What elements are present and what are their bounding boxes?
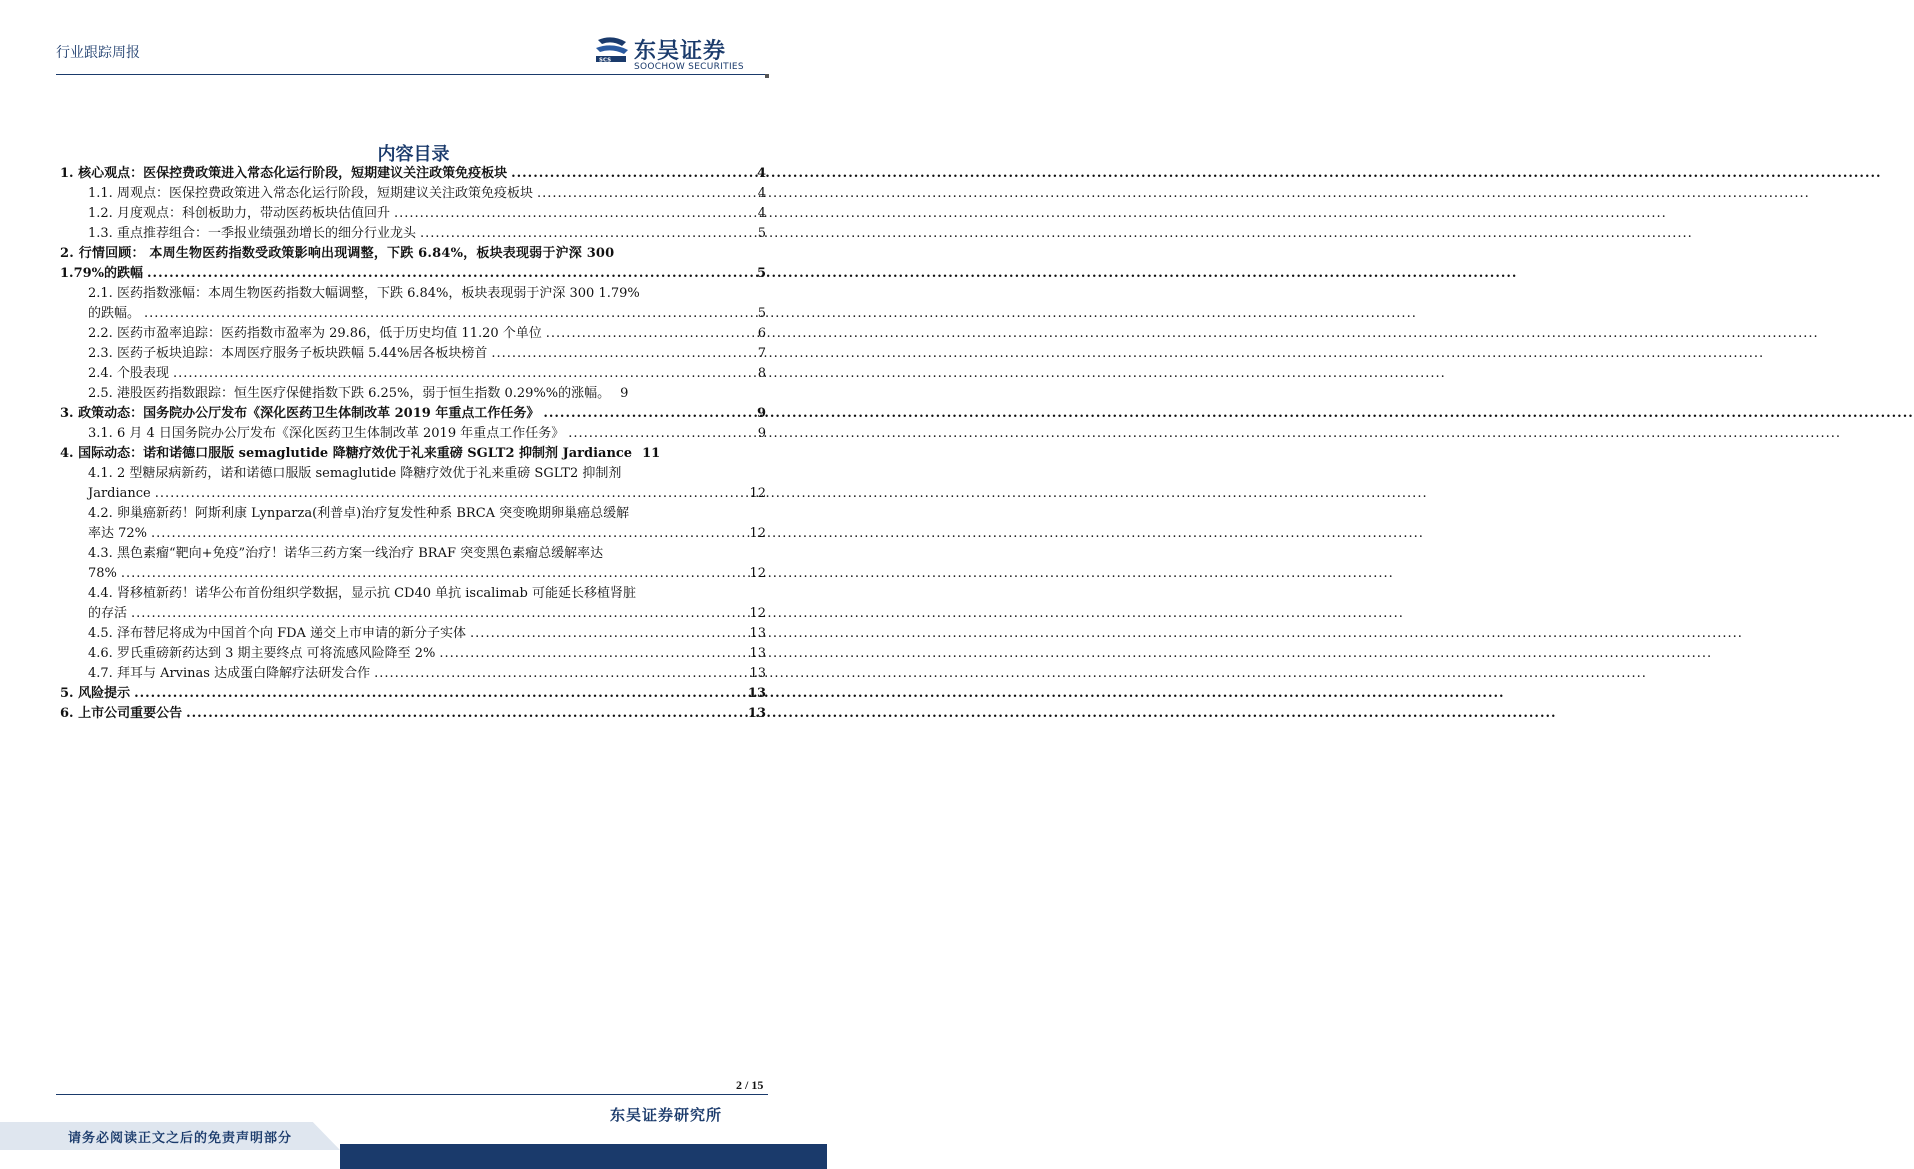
toc-entry-text: 1.1. 周观点：医保控费政策进入常态化运行阶段，短期建议关注政策免疫板块 <box>88 186 533 201</box>
toc-entry[interactable] <box>60 204 766 224</box>
toc-page-number: 13 <box>749 626 766 641</box>
toc-page-number: 9 <box>756 406 766 421</box>
toc-page-number: 7 <box>757 346 766 361</box>
toc-entry-text: 的跌幅。 <box>88 306 141 321</box>
toc-entry-text: 1.79%的跌幅 <box>60 266 144 281</box>
dot-leader <box>173 364 754 384</box>
toc-entry[interactable] <box>60 504 766 544</box>
brand-name-cn: 东吴证券 <box>634 39 727 64</box>
toc-entry[interactable] <box>60 184 766 204</box>
institute-name: 东吴证券研究所 <box>610 1106 723 1124</box>
toc-entry[interactable] <box>60 284 766 324</box>
dot-leader <box>374 664 745 684</box>
brand-name-en: SOOCHOW SECURITIES <box>634 62 744 72</box>
dot-leader <box>121 564 746 584</box>
toc-entry-text: 4.7. 拜耳与 Arvinas 达成蛋白降解疗法研发合作 <box>88 666 371 681</box>
toc-page-number: 4 <box>757 206 766 221</box>
dot-leader <box>134 684 744 704</box>
dot-leader <box>147 264 753 284</box>
toc-entry[interactable] <box>60 364 766 384</box>
dot-leader <box>470 624 745 644</box>
toc-entry[interactable] <box>60 324 766 344</box>
svg-text:SCS: SCS <box>599 57 612 64</box>
dot-leader <box>186 704 744 724</box>
toc-entry-text-line1: 4.1. 2 型糖尿病新药，诺和诺德口服版 semaglutide 降糖疗效优于礼来重磅 SGLT2 抑制剂 <box>88 466 622 481</box>
toc-entry[interactable] <box>60 344 766 364</box>
toc-entry-text: 3. 政策动态：国务院办公厅发布《深化医药卫生体制改革 2019 年重点工作任务》 <box>60 406 540 421</box>
dot-leader <box>491 344 753 364</box>
toc-page-number: 5 <box>757 306 766 321</box>
toc-page-number: 9 <box>620 386 629 401</box>
toc-entry[interactable] <box>60 244 766 284</box>
dot-leader <box>568 424 753 444</box>
footer-divider <box>56 1094 768 1095</box>
toc-entry[interactable] <box>60 544 766 584</box>
toc-page-number: 4 <box>757 186 766 201</box>
toc-entry[interactable] <box>60 164 766 184</box>
toc-entry-text: 4.5. 泽布替尼将成为中国首个向 FDA 递交上市申请的新分子实体 <box>88 626 467 641</box>
dot-leader <box>543 404 753 424</box>
toc-page-number: 12 <box>749 526 766 541</box>
toc-page-number: 13 <box>749 666 766 681</box>
toc-page-number: 13 <box>749 646 766 661</box>
toc-entry-text: 4.6. 罗氏重磅新药达到 3 期主要终点 可将流感风险降至 2% <box>88 646 436 661</box>
toc-entry-text: 5. 风险提示 <box>60 686 131 701</box>
toc-page-number: 8 <box>757 366 766 381</box>
toc-page-number: 4 <box>756 166 766 181</box>
toc-entry-text: 1.2. 月度观点：科创板助力，带动医药板块估值回升 <box>88 206 390 221</box>
toc-entry-text: 1. 核心观点：医保控费政策进入常态化运行阶段，短期建议关注政策免疫板块 <box>60 166 508 181</box>
toc-page-number: 11 <box>642 446 661 461</box>
toc-title: 内容目录 <box>377 144 450 165</box>
toc-entry-text: Jardiance <box>88 486 151 501</box>
toc-entry[interactable] <box>60 704 766 724</box>
toc-page-number: 5 <box>757 226 766 241</box>
toc-entry[interactable] <box>60 424 766 444</box>
toc-entry[interactable] <box>60 444 766 464</box>
dot-leader <box>144 304 754 324</box>
toc-page-number: 9 <box>757 426 766 441</box>
toc-entry-text-line1: 4.4. 肾移植新药！诺华公布首份组织学数据，显示抗 CD40 单抗 iscalimab 可能延长移植肾脏 <box>88 586 636 601</box>
dot-leader <box>131 604 745 624</box>
toc-page-number: 5 <box>756 266 766 281</box>
toc-page-number: 13 <box>747 706 766 721</box>
dot-leader <box>511 164 753 184</box>
toc-entry[interactable] <box>60 224 766 244</box>
soochow-logo-icon <box>594 36 630 64</box>
toc-entry[interactable] <box>60 664 766 684</box>
toc-entry-text: 的存活 <box>88 606 128 621</box>
toc-entry-text: 4. 国际动态：诺和诺德口服版 semaglutide 降糖疗效优于礼来重磅 SGLT2 抑制剂 Jardiance <box>60 446 633 461</box>
company-logo <box>594 34 766 74</box>
dot-leader <box>151 524 745 544</box>
toc-entry[interactable] <box>60 584 766 624</box>
toc-page-number: 12 <box>749 486 766 501</box>
toc-entry-text: 6. 上市公司重要公告 <box>60 706 183 721</box>
dot-leader <box>537 184 754 204</box>
toc-entry-text-line1: 2. 行情回顾： 本周生物医药指数受政策影响出现调整，下跌 6.84%，板块表现弱于沪深 300 <box>60 246 615 261</box>
toc-entry-text: 2.2. 医药市盈率追踪：医药指数市盈率为 29.86，低于历史均值 11.20 个单位 <box>88 326 542 341</box>
footer-color-bar <box>340 1144 827 1169</box>
toc-page-number: 6 <box>757 326 766 341</box>
toc-entry-text: 78% <box>88 566 117 581</box>
toc-entry[interactable] <box>60 384 766 404</box>
header-divider <box>56 74 768 75</box>
toc-entry-text: 2.5. 港股医药指数跟踪：恒生医疗保健指数下跌 6.25%，弱于恒生指数 0.29%%的涨幅。 <box>88 386 611 401</box>
disclaimer-text: 请务必阅读正文之后的免责声明部分 <box>68 1131 293 1146</box>
toc-entry[interactable] <box>60 624 766 644</box>
toc-entry[interactable] <box>60 404 766 424</box>
toc-entry-text-line1: 2.1. 医药指数涨幅：本周生物医药指数大幅调整，下跌 6.84%，板块表现弱于沪深 300 1.79% <box>88 286 640 301</box>
report-type-label: 行业跟踪周报 <box>56 45 140 61</box>
dot-leader <box>439 644 745 664</box>
toc-page-number: 13 <box>747 686 766 701</box>
toc-entry-text: 2.4. 个股表现 <box>88 366 169 381</box>
dot-leader <box>155 484 746 504</box>
toc-page-number: 12 <box>749 566 766 581</box>
toc-page-number: 12 <box>749 606 766 621</box>
page-indicator: 2 / 15 <box>736 1078 764 1092</box>
corner-mark <box>765 74 769 78</box>
table-of-contents <box>60 164 766 724</box>
toc-entry-text: 1.3. 重点推荐组合：一季报业绩强劲增长的细分行业龙头 <box>88 226 416 241</box>
dot-leader <box>420 224 754 244</box>
toc-entry[interactable] <box>60 464 766 504</box>
toc-entry-text-line1: 4.2. 卵巢癌新药！阿斯利康 Lynparza(利普卓)治疗复发性种系 BRCA 突变晚期卵巢癌总缓解 <box>88 506 630 521</box>
toc-entry[interactable] <box>60 644 766 664</box>
toc-entry-text: 2.3. 医药子板块追踪：本周医疗服务子板块跌幅 5.44%居各板块榜首 <box>88 346 488 361</box>
toc-entry-text: 3.1. 6 月 4 日国务院办公厅发布《深化医药卫生体制改革 2019 年重点工作任务》 <box>88 426 565 441</box>
dot-leader <box>394 204 754 224</box>
toc-entry[interactable] <box>60 684 766 704</box>
toc-entry-text: 率达 72% <box>88 526 148 541</box>
dot-leader <box>546 324 754 344</box>
toc-entry-text-line1: 4.3. 黑色素瘤“靶向+免疫”治疗！诺华三药方案一线治疗 BRAF 突变黑色素瘤总缓解率达 <box>88 546 604 561</box>
